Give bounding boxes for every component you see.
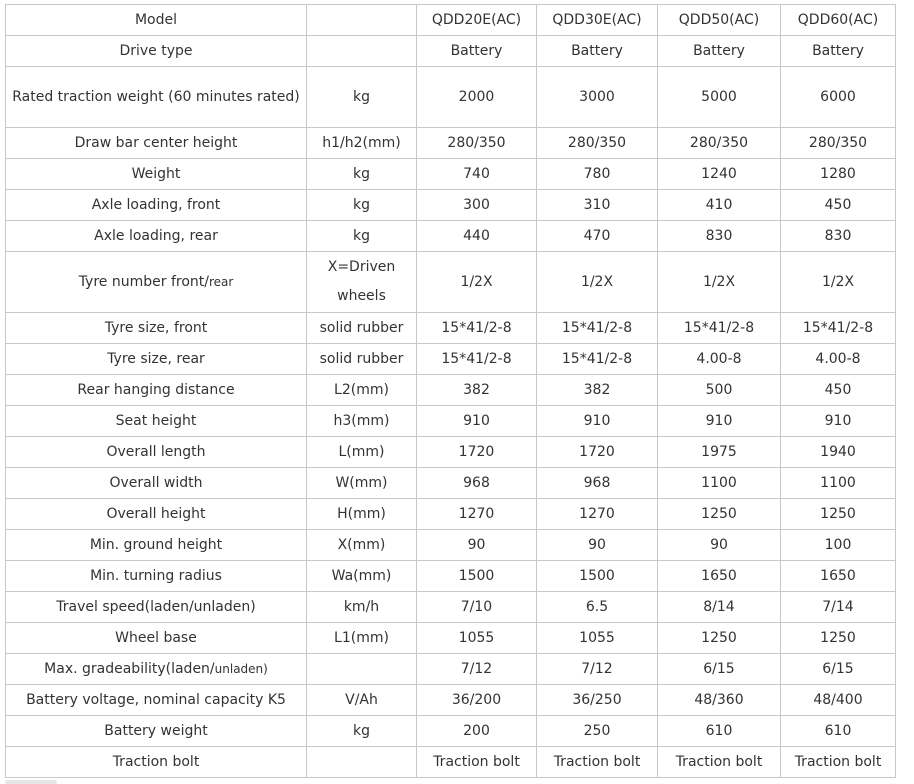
row-value-cell: 1250 xyxy=(658,623,781,654)
row-value-cell: Battery xyxy=(537,36,658,67)
row-label-cell xyxy=(6,252,307,313)
row-value-cell: 280/350 xyxy=(537,128,658,159)
row-label-cell xyxy=(6,67,307,128)
row-label-text: Wheel base xyxy=(115,630,197,646)
row-unit-cell: solid rubber xyxy=(307,344,417,375)
row-label-text: Weight xyxy=(131,166,181,182)
row-value-cell: 1500 xyxy=(417,561,537,592)
row-label-cell xyxy=(6,406,307,437)
table-row xyxy=(6,221,896,252)
row-label-text: Min. ground height xyxy=(89,537,223,553)
row-unit-cell xyxy=(307,654,417,685)
row-value-cell: 1650 xyxy=(781,561,896,592)
row-value-cell: Traction bolt xyxy=(537,747,658,778)
row-label-text: Overall height xyxy=(106,506,206,522)
row-value-cell: 968 xyxy=(537,468,658,499)
row-value-cell: 15*41/2-8 xyxy=(417,344,537,375)
row-value-cell: 1940 xyxy=(781,437,896,468)
row-value-cell: 1240 xyxy=(658,159,781,190)
row-label-cell xyxy=(6,36,307,67)
row-label-text: Rear hanging distance xyxy=(77,382,235,398)
row-unit-cell: solid rubber xyxy=(307,313,417,344)
row-label-cell xyxy=(6,654,307,685)
row-unit-cell: kg xyxy=(307,221,417,252)
table-row xyxy=(6,67,896,128)
row-value-cell: 15*41/2-8 xyxy=(781,313,896,344)
row-label-text: Tyre number front/ xyxy=(78,273,209,290)
row-label-text: Axle loading, front xyxy=(91,197,221,213)
row-value-cell: 5000 xyxy=(658,67,781,128)
header-model-cell: QDD60(AC) xyxy=(781,5,896,36)
table-row xyxy=(6,190,896,221)
row-unit-cell: W(mm) xyxy=(307,468,417,499)
row-value-cell: 90 xyxy=(537,530,658,561)
row-value-cell: 300 xyxy=(417,190,537,221)
row-value-cell: 280/350 xyxy=(781,128,896,159)
row-unit-cell: km/h xyxy=(307,592,417,623)
row-label-small-text: unladen) xyxy=(214,662,268,676)
row-value-cell: 1650 xyxy=(658,561,781,592)
header-model-cell: QDD30E(AC) xyxy=(537,5,658,36)
row-label-text: Tyre size, front xyxy=(104,320,208,336)
row-label-text: Min. turning radius xyxy=(90,568,222,584)
row-value-cell: 1055 xyxy=(417,623,537,654)
row-value-cell: 610 xyxy=(781,716,896,747)
table-row xyxy=(6,344,896,375)
row-value-cell: 6/15 xyxy=(781,654,896,685)
row-value-cell: 310 xyxy=(537,190,658,221)
row-value-cell: 1/2X xyxy=(417,252,537,313)
row-label-text: Traction bolt xyxy=(112,754,200,770)
row-value-cell: 410 xyxy=(658,190,781,221)
row-value-cell: 1/2X xyxy=(658,252,781,313)
row-value-cell: Battery xyxy=(417,36,537,67)
row-value-cell: 15*41/2-8 xyxy=(537,313,658,344)
table-row xyxy=(6,530,896,561)
row-value-cell: 48/400 xyxy=(781,685,896,716)
row-label-text: Max. gradeability(laden/ xyxy=(44,661,215,677)
row-value-cell: 910 xyxy=(417,406,537,437)
row-unit-cell: h1/h2(mm) xyxy=(307,128,417,159)
row-label-cell xyxy=(6,716,307,747)
row-value-cell: 450 xyxy=(781,375,896,406)
row-value-cell: 830 xyxy=(781,221,896,252)
row-label-cell xyxy=(6,530,307,561)
row-label-cell xyxy=(6,221,307,252)
row-value-cell: 7/12 xyxy=(417,654,537,685)
row-value-cell: 440 xyxy=(417,221,537,252)
table-row xyxy=(6,36,896,67)
row-label-text: Overall length xyxy=(106,444,206,460)
row-value-cell: 36/200 xyxy=(417,685,537,716)
row-unit-cell: L(mm) xyxy=(307,437,417,468)
table-row xyxy=(6,313,896,344)
row-unit-cell: H(mm) xyxy=(307,499,417,530)
row-label-cell xyxy=(6,468,307,499)
row-value-cell: 382 xyxy=(537,375,658,406)
table-row xyxy=(6,128,896,159)
row-label-cell xyxy=(6,499,307,530)
row-value-cell: 4.00-8 xyxy=(658,344,781,375)
row-label-cell xyxy=(6,190,307,221)
table-row xyxy=(6,654,896,685)
row-unit-cell xyxy=(307,36,417,67)
row-value-cell: 90 xyxy=(658,530,781,561)
row-value-cell: 1250 xyxy=(658,499,781,530)
row-value-cell: 780 xyxy=(537,159,658,190)
table-row xyxy=(6,437,896,468)
row-value-cell: 910 xyxy=(537,406,658,437)
row-value-cell: 7/14 xyxy=(781,592,896,623)
row-value-cell: 1720 xyxy=(417,437,537,468)
row-label-text: Battery voltage, nominal capacity K5 xyxy=(26,692,286,708)
row-value-cell: 15*41/2-8 xyxy=(658,313,781,344)
row-label-cell xyxy=(6,592,307,623)
table-row xyxy=(6,406,896,437)
row-value-cell: 2000 xyxy=(417,67,537,128)
row-label-cell xyxy=(6,561,307,592)
row-unit-cell xyxy=(307,747,417,778)
row-label-text: Drive type xyxy=(119,43,193,59)
table-row xyxy=(6,561,896,592)
row-unit-cell: Wa(mm) xyxy=(307,561,417,592)
row-label-text: Rated traction weight (60 minutes rated) xyxy=(12,88,300,105)
row-value-cell: Battery xyxy=(658,36,781,67)
row-value-cell: 250 xyxy=(537,716,658,747)
spec-table-body xyxy=(6,5,896,778)
header-unit-cell xyxy=(307,5,417,36)
row-label-text: Battery weight xyxy=(104,723,208,739)
row-value-cell: 830 xyxy=(658,221,781,252)
row-value-cell: 470 xyxy=(537,221,658,252)
row-label-cell xyxy=(6,128,307,159)
row-value-cell: Traction bolt xyxy=(781,747,896,778)
row-label-cell xyxy=(6,685,307,716)
row-label-cell xyxy=(6,623,307,654)
table-row xyxy=(6,252,896,313)
table-row xyxy=(6,375,896,406)
row-value-cell: 1270 xyxy=(537,499,658,530)
row-value-cell: 1100 xyxy=(658,468,781,499)
row-value-cell: 6000 xyxy=(781,67,896,128)
row-value-cell: 7/10 xyxy=(417,592,537,623)
row-value-cell: 15*41/2-8 xyxy=(537,344,658,375)
row-label-text: Travel speed(laden/unladen) xyxy=(56,599,256,615)
header-label-cell: Model xyxy=(6,5,307,36)
row-value-cell: 36/250 xyxy=(537,685,658,716)
row-value-cell: 910 xyxy=(781,406,896,437)
row-unit-cell: kg xyxy=(307,67,417,128)
row-label-text: Overall width xyxy=(109,475,203,491)
row-label-cell xyxy=(6,747,307,778)
row-value-cell: 610 xyxy=(658,716,781,747)
row-unit-cell: L1(mm) xyxy=(307,623,417,654)
row-unit-cell: kg xyxy=(307,190,417,221)
row-value-cell: 1720 xyxy=(537,437,658,468)
row-value-cell: 1/2X xyxy=(781,252,896,313)
row-value-cell: 740 xyxy=(417,159,537,190)
row-value-cell: 1280 xyxy=(781,159,896,190)
row-label-text: Seat height xyxy=(115,413,197,429)
row-label-text: Axle loading, rear xyxy=(94,228,218,244)
row-value-cell: 1270 xyxy=(417,499,537,530)
row-unit-cell: h3(mm) xyxy=(307,406,417,437)
row-value-cell: 500 xyxy=(658,375,781,406)
row-unit-cell: V/Ah xyxy=(307,685,417,716)
row-value-cell: 8/14 xyxy=(658,592,781,623)
row-value-cell: 1500 xyxy=(537,561,658,592)
table-row xyxy=(6,468,896,499)
row-label-small-text: rear xyxy=(208,274,234,289)
row-value-cell: 450 xyxy=(781,190,896,221)
table-row xyxy=(6,592,896,623)
row-value-cell: 910 xyxy=(658,406,781,437)
row-unit-cell: kg xyxy=(307,716,417,747)
row-value-cell: 1975 xyxy=(658,437,781,468)
row-value-cell: Battery xyxy=(781,36,896,67)
row-value-cell: 1100 xyxy=(781,468,896,499)
row-value-cell: 90 xyxy=(417,530,537,561)
header-model-cell: QDD20E(AC) xyxy=(417,5,537,36)
row-value-cell: 3000 xyxy=(537,67,658,128)
row-unit-cell: kg xyxy=(307,159,417,190)
row-unit-cell: X=Driven wheels xyxy=(307,252,417,313)
row-value-cell: 6.5 xyxy=(537,592,658,623)
table-row xyxy=(6,499,896,530)
row-value-cell: 280/350 xyxy=(417,128,537,159)
table-row xyxy=(6,623,896,654)
table-header-row xyxy=(6,5,896,36)
row-value-cell: 1250 xyxy=(781,499,896,530)
row-label-cell xyxy=(6,375,307,406)
header-model-cell: QDD50(AC) xyxy=(658,5,781,36)
row-value-cell: 15*41/2-8 xyxy=(417,313,537,344)
row-value-cell: 1250 xyxy=(781,623,896,654)
row-label-text: Tyre size, rear xyxy=(107,351,205,367)
spec-table xyxy=(5,4,896,778)
row-value-cell: Traction bolt xyxy=(417,747,537,778)
table-row xyxy=(6,159,896,190)
row-value-cell: 1/2X xyxy=(537,252,658,313)
row-value-cell: 968 xyxy=(417,468,537,499)
row-value-cell: 48/360 xyxy=(658,685,781,716)
table-row xyxy=(6,747,896,778)
row-unit-cell: L2(mm) xyxy=(307,375,417,406)
row-value-cell: 6/15 xyxy=(658,654,781,685)
table-row xyxy=(6,716,896,747)
row-value-cell: 382 xyxy=(417,375,537,406)
horizontal-scrollbar[interactable] xyxy=(5,780,57,784)
row-value-cell: Traction bolt xyxy=(658,747,781,778)
row-label-cell xyxy=(6,437,307,468)
row-label-cell xyxy=(6,159,307,190)
row-label-cell xyxy=(6,344,307,375)
row-label-cell xyxy=(6,313,307,344)
row-value-cell: 100 xyxy=(781,530,896,561)
row-label-text: Draw bar center height xyxy=(74,135,238,151)
row-value-cell: 4.00-8 xyxy=(781,344,896,375)
row-value-cell: 1055 xyxy=(537,623,658,654)
row-value-cell: 200 xyxy=(417,716,537,747)
row-value-cell: 7/12 xyxy=(537,654,658,685)
row-value-cell: 280/350 xyxy=(658,128,781,159)
table-row xyxy=(6,685,896,716)
row-unit-cell: X(mm) xyxy=(307,530,417,561)
